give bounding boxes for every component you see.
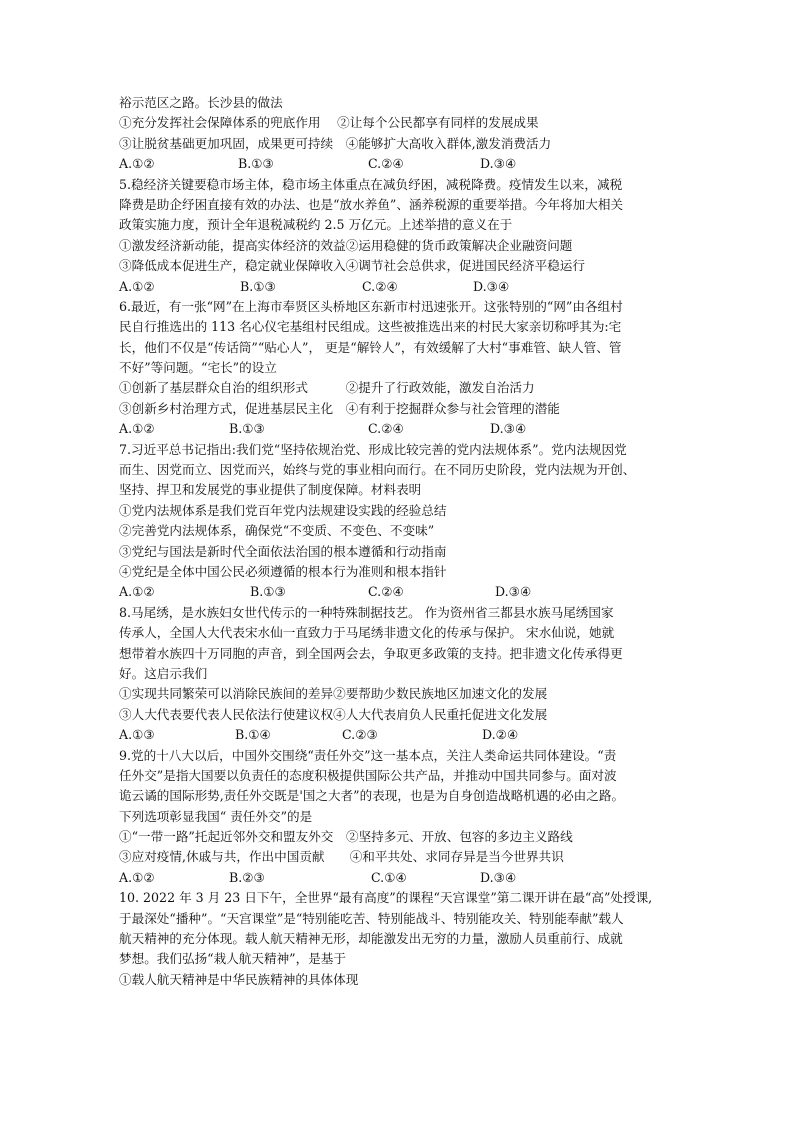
q4-option-a: A.①②: [119, 156, 155, 172]
q7-choice-2: ②完善党内法规体系，确保党“不变质、不变色、不变味”: [119, 523, 435, 539]
q9-option-c: C.①④: [371, 869, 407, 885]
q9-choice-line-2: ③应对疫情,休戚与共，作出中国贡献 ④和平共处、求同存异是当今世界共识: [119, 849, 564, 865]
q5-line-3: 政策实施力度，预计全年退税减税约 2.5 万亿元。上述举措的意义在于: [119, 217, 513, 233]
q7-choice-1: ①党内法规体系是我们党百年党内法规建设实践的经验总结: [119, 502, 447, 518]
q5-option-b: B.①③: [240, 278, 276, 294]
q5-options: [119, 277, 679, 297]
q6-line-1: 6.最近，有一张“网”在上海市奉贤区头桥地区东新市村迅速张开。这张特别的“网”由各组村: [119, 298, 623, 314]
q9-option-b: B.②③: [229, 869, 265, 885]
q5-choice-line-2: ③降低成本促进生产，稳定就业保障收入④调节社会总供求，促进国民经济平稳运行: [119, 258, 585, 274]
q9-line-4: 下列选项彰显我国“ 责任外交”的是: [119, 808, 313, 824]
q9-option-d: D.③④: [480, 869, 517, 885]
q10-line-4: 梦想。我们弘扬“栽人航天精神”，是基于: [119, 951, 346, 967]
q5-option-d: D.③④: [473, 278, 510, 294]
q8-line-4: 好。这启示我们: [119, 665, 208, 681]
q7-options: [119, 582, 679, 602]
q8-line-1: 8.马尾绣，是水族妇女世代传示的一种特殊制据技艺。 作为资州省三都县水族马尾绣国家: [119, 604, 614, 620]
q4-option-d: D.③④: [480, 156, 517, 172]
q4-line-1: 裕示范区之路。长沙县的做法: [119, 95, 283, 110]
q6-choice-line-1: ①创新了基层群众自治的组织形式 ②提升了行政效能，激发自治活力: [119, 380, 535, 396]
q7-option-d: D.③④: [495, 584, 532, 600]
q6-option-a: A.①②: [119, 421, 155, 437]
q5-line-2: 降费是助企纾困直接有效的办法、也是“放水养鱼”、涵养税源的重要举措。今年将加大相关: [119, 196, 624, 212]
q7-option-c: C.②④: [368, 584, 404, 600]
q4-options: [119, 154, 679, 174]
question-10: [119, 888, 679, 990]
q9-choice-line-1: ①“一带一路”托起近邻外交和盟友外交 ②坚持多元、开放、包容的多边主义路线: [119, 829, 573, 845]
q4-choice-line-1: ①充分发挥社会保障体系的兜底作用 ②让每个公民都享有同样的发展成果: [119, 115, 539, 131]
q8-option-b: B.①④: [235, 727, 271, 743]
q8-choice-line-1: ①实现共同繁荣可以消除民族间的差异②要帮助少数民族地区加速文化的发展: [119, 686, 548, 702]
q10-line-1: 10. 2022 年 3 月 23 日下午，全世界“最有高度”的课程“天宫课堂”第二课开讲在最“高”处授课,: [119, 890, 653, 906]
q7-choice-4: ④党纪是全体中国公民必须遵循的根本行为准则和根本指针: [119, 563, 447, 579]
q6-option-d: D.③④: [490, 421, 527, 437]
q8-option-a: A.①③: [119, 727, 155, 743]
q7-line-3: 坚持、捍卫和发展党的事业提供了制度保障。材料表明: [119, 482, 422, 498]
q8-line-3: 想带着水族四十万同胞的声音，到全国两会去，争取更多政策的支持。把非遗文化传承得更: [119, 645, 623, 661]
q5-option-a: A.①②: [119, 278, 155, 294]
q8-line-2: 传承人，全国人大代表宋水仙一直致力于马尾绣非遗文化的传承与保护。 宋水仙说，她就: [119, 625, 615, 641]
question-7: [119, 440, 679, 603]
q7-option-a: A.①②: [119, 584, 155, 600]
q9-line-3: 诡云谲的国际形势,责任外交既是'国之大者”的表现，也是为自身创造战略机遇的必由之路。: [119, 788, 625, 804]
q6-line-4: 不好”等问题。“宅长”的设立: [119, 360, 277, 376]
q7-choice-3: ③党纪与国法是新时代全面依法治国的根本遵循和行动指南: [119, 543, 447, 559]
q4-option-c: C.②④: [368, 156, 404, 172]
q6-line-2: 民自行推选出的 113 名心仪宅基组村民组成。这些被推选出来的村民大家亲切称呼其为:宅: [119, 319, 622, 335]
q9-line-2: 任外交”是指大国要以负责任的态度积极提供国际公共产品，并推动中国共同参与。面对波: [119, 767, 617, 783]
q6-option-b: B.①③: [229, 421, 265, 437]
question-6: [119, 297, 679, 440]
q10-line-3: 航天精神的充分体现。载人航天精神无形，却能激发出无穷的力量，激励人员重前行、成就: [119, 931, 623, 947]
q10-line-2: 于最深处“播种”。“天宫课堂”是“特别能吃苦、特别能战斗、特别能攻关、特别能奉献”载人: [119, 910, 624, 926]
q5-option-c: C.②④: [362, 278, 398, 294]
q6-choice-line-2: ③创新乡村治理方式，促进基层民主化 ④有利于挖掘群众参与社会管理的潜能: [119, 400, 560, 416]
question-9: [119, 746, 679, 889]
q6-options: [119, 419, 679, 439]
q10-choice-1: ①载人航天精神是中华民族精神的具体体现: [119, 971, 359, 987]
q9-options: [119, 868, 679, 888]
q8-choice-line-2: ③人大代表要代表人民依法行使建议权④人大代表肩负人民重托促进文化发展: [119, 706, 548, 722]
q8-option-c: C.②③: [342, 727, 378, 743]
q7-option-b: B.①③: [250, 584, 286, 600]
q7-line-1: 7.习近平总书记指出:我们党“坚持依规治党、形成比较完善的党内法规体系”。党内法规因党: [119, 441, 627, 457]
q4-choice-line-2: ③让脱贫基础更加巩固，成果更可持续 ④能够扩大高收入群体,激发消费活力: [119, 135, 552, 151]
question-5: [119, 175, 679, 297]
q4-option-b: B.①③: [238, 156, 274, 172]
q5-line-1: 5.稳经济关键要稳市场主体，稳市场主体重点在减负纾困，减税降费。疫情发生以来，减税: [119, 176, 623, 192]
question-8: [119, 603, 679, 746]
q6-option-c: C.②④: [368, 421, 404, 437]
q8-option-d: D.②④: [482, 727, 519, 743]
q9-line-1: 9.党的十八大以后，中国外交围绕“责任外交”这一基本点，关注人类命运共同体建设。“责: [119, 747, 617, 763]
q5-choice-line-1: ①激发经济新动能，提高实体经济的效益②运用稳健的货币政策解决企业融资问题: [119, 237, 573, 253]
document-page: [119, 93, 679, 990]
q9-option-a: A.①②: [119, 869, 155, 885]
question-4-continued: [119, 93, 679, 175]
q7-line-2: 而生、因党而立、因党而兴，始终与党的事业相向而行。在不同历史阶段，党内法规为开创、: [119, 462, 636, 478]
q6-line-3: 长，他们不仅是“传话筒”“贴心人”， 更是“解铃人”，有效缓解了大村“事难管、缺人管、管: [119, 339, 622, 355]
q8-options: [119, 725, 679, 745]
